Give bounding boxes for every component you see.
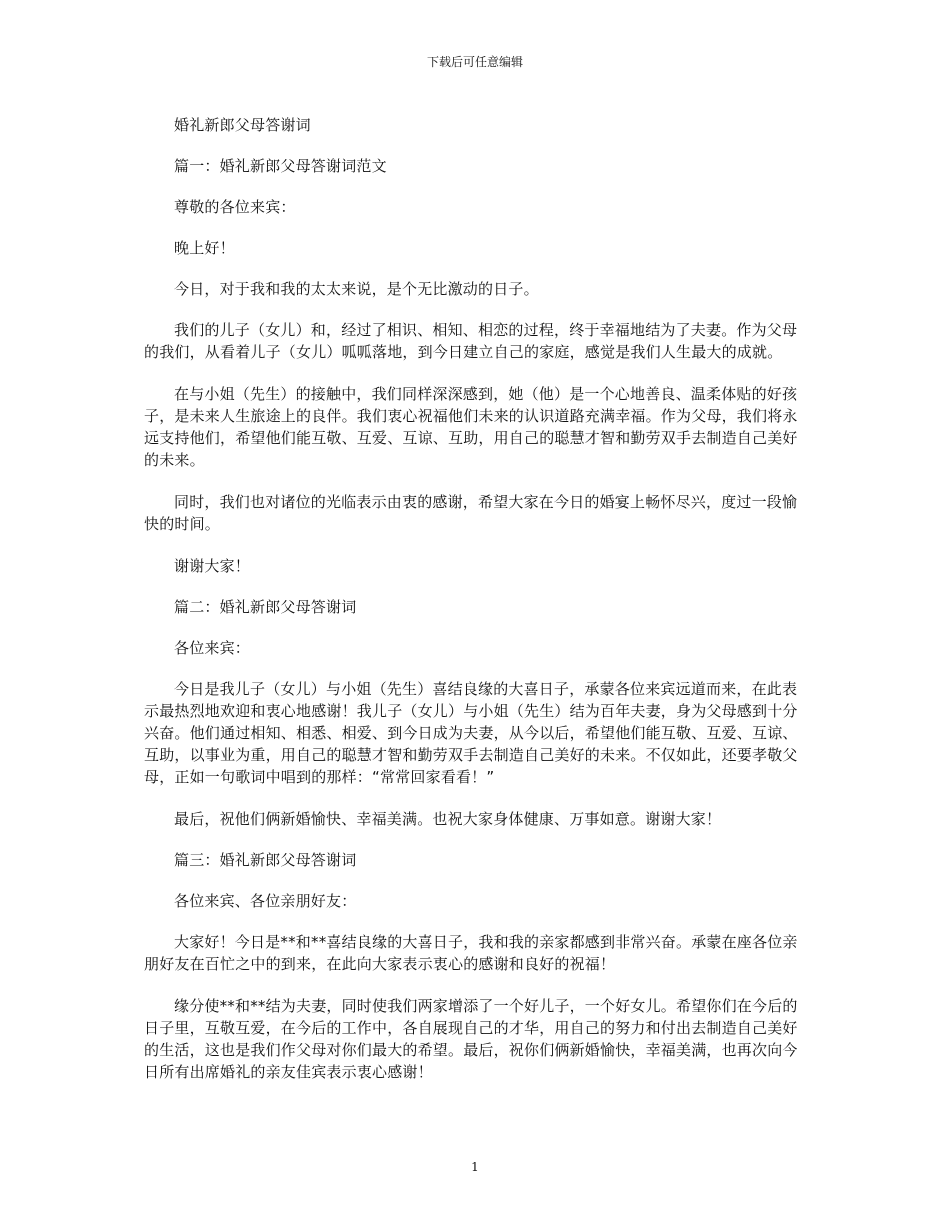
- paragraph: 大家好！今日是**和**喜结良缘的大喜日子，我和我的亲家都感到非常兴奋。承蒙在座各位亲朋好友在百忙之中的到来，在此向大家表示衷心的感谢和良好的祝福！: [144, 933, 798, 973]
- greeting: 晚上好！: [174, 239, 235, 257]
- paragraph: 今日，对于我和我的太太来说，是个无比激动的日子。: [174, 280, 539, 298]
- paragraph: 在与小姐（先生）的接触中，我们同样深深感到，她（他）是一个心地善良、温柔体贴的好孩子，是未来人生旅途上的良伴。我们衷心祝福他们未来的认识道路充满幸福。作为父母，我们将永远支持他们，希望他们能互敬、互爱、互谅、互助，用自己的聪慧才智和勤劳双手去制造自己美好的未来。: [144, 385, 798, 469]
- document-title: 婚礼新郎父母答谢词: [174, 116, 311, 134]
- paragraph: 同时，我们也对诸位的光临表示由衷的感谢，希望大家在今日的婚宴上畅怀尽兴，度过一段愉快的时间。: [144, 493, 798, 533]
- paragraph: 我们的儿子（女儿）和，经过了相识、相知、相恋的过程，终于幸福地结为了夫妻。作为父母的我们，从看着儿子（女儿）呱呱落地，到今日建立自己的家庭，感觉是我们人生最大的成就。: [144, 321, 798, 361]
- section-heading-1: 篇一：婚礼新郎父母答谢词范文: [174, 157, 387, 175]
- closing: 谢谢大家！: [174, 557, 251, 575]
- salutation: 各位来宾、各位亲朋好友：: [174, 892, 357, 910]
- salutation: 各位来宾：: [174, 639, 251, 657]
- paragraph: 今日是我儿子（女儿）与小姐（先生）喜结良缘的大喜日子，承蒙各位来宾远道而来，在此表示最热烈地欢迎和衷心地感谢！我儿子（女儿）与小姐（先生）结为百年夫妻，身为父母感到十分兴奋。他们通过相知、相悉、相爱、到今日成为夫妻，从今以后，希望他们能互敬、互爱、互谅、互助，以事业为重，用自己的聪慧才智和勤劳双手去制造自己美好的未来。不仅如此，还要孝敬父母，正如一句歌词中唱到的那样：“常常回家看看！”: [144, 680, 798, 786]
- salutation: 尊敬的各位来宾：: [174, 198, 296, 216]
- page-number: 1: [471, 1160, 479, 1174]
- paragraph: 缘分使**和**结为夫妻，同时使我们两家增添了一个好儿子，一个好女儿。希望你们在今后的日子里，互敬互爱，在今后的工作中，各自展现自己的才华，用自己的努力和付出去制造自己美好的生活，这也是我们作父母对你们最大的希望。最后，祝你们俩新婚愉快，幸福美满，也再次向今日所有出席婚礼的亲友佳宾表示衷心感谢！: [144, 997, 798, 1081]
- page-header: 下载后可任意编辑: [426, 55, 523, 69]
- section-heading-2: 篇二：婚礼新郎父母答谢词: [174, 598, 357, 616]
- document-body: [144, 114, 810, 1103]
- section-heading-3: 篇三：婚礼新郎父母答谢词: [174, 851, 357, 869]
- paragraph: 最后，祝他们俩新婚愉快、幸福美满。也祝大家身体健康、万事如意。谢谢大家！: [174, 810, 722, 828]
